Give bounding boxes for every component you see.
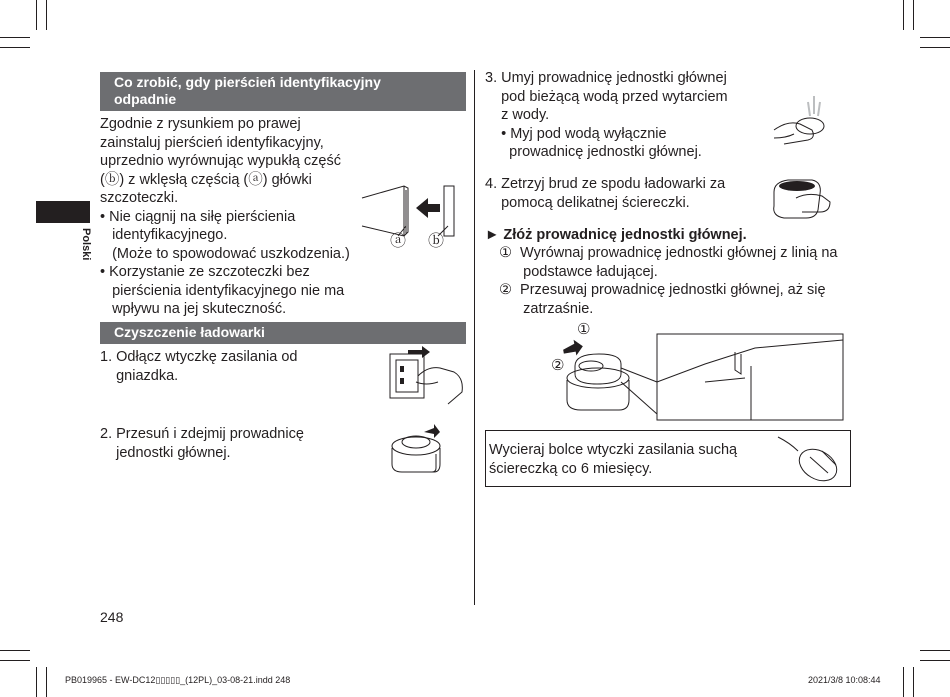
crop-mark [920, 37, 950, 38]
crop-mark [36, 0, 37, 30]
crop-mark [0, 650, 30, 651]
step-2 [100, 425, 304, 462]
step-line: jednostki głównej. [100, 444, 231, 461]
note-line: ściereczką co 6 miesięcy. [489, 460, 653, 477]
crop-mark [920, 650, 950, 651]
bullet-line: pierścienia identyfikacyjnego nie ma [100, 282, 345, 299]
language-label: Polski [80, 228, 92, 261]
assemble-line: zatrzaśnie. [499, 300, 594, 317]
body-line: Zgodnie z rysunkiem po prawej [100, 116, 301, 132]
assemble-title: ► Złóż prowadnicę jednostki głównej. [485, 227, 747, 243]
crop-mark [903, 667, 904, 697]
bullet-line: wpływu na jej skuteczność. [100, 301, 287, 317]
step-line: 1. Odłącz wtyczkę zasilania od [100, 349, 298, 365]
crop-mark [0, 47, 30, 48]
assemble-line: ① Wyrównaj prowadnicę jednostki głównej z linią na [499, 245, 838, 261]
crop-mark [0, 37, 30, 38]
crop-mark [0, 660, 30, 661]
assemble-steps [499, 244, 837, 318]
crop-mark [46, 667, 47, 697]
label-1: ① [577, 321, 591, 338]
step-3 [485, 69, 728, 162]
label-2: ② [551, 357, 565, 374]
step-line: 2. Przesuń i zdejmij prowadnicę [100, 426, 304, 442]
crop-mark [920, 660, 950, 661]
ring-install-illustration [360, 180, 470, 260]
step-1 [100, 348, 297, 385]
step-line: 3. Umyj prowadnicę jednostki głównej [485, 70, 727, 86]
body-line: (ⓑ) z wklęsłą częścią (ⓐ) główki [100, 171, 312, 188]
bullet-line: (Może to spowodować uszkodzenia.) [100, 245, 350, 262]
note-text [489, 441, 737, 478]
body-line: uprzednio wyrównując wypukłą część [100, 153, 341, 169]
crop-mark [913, 667, 914, 697]
step-4 [485, 175, 725, 212]
assemble-line: podstawce ładującej. [499, 263, 658, 280]
crop-mark [46, 0, 47, 30]
step-line: pod bieżącą wodą przed wytarciem [485, 88, 728, 105]
column-divider [474, 70, 475, 605]
unplug-illustration [388, 346, 468, 406]
section-header-line1: Co zrobić, gdy pierścień identyfikacyjny [114, 74, 381, 90]
bullet-line: • Nie ciągnij na siłę pierścienia [100, 208, 296, 225]
label-b: ⓑ [428, 233, 445, 250]
crop-mark [920, 47, 950, 48]
bullet-line: • Korzystanie ze szczoteczki bez [100, 264, 310, 280]
id-ring-body [100, 115, 350, 319]
crop-mark [36, 667, 37, 697]
assemble-line: ② Przesuwaj prowadnicę jednostki głównej, aż się [499, 282, 826, 298]
step-line: 4. Zetrzyj brud ze spodu ładowarki za [485, 176, 726, 192]
language-tab [36, 201, 90, 223]
step-line: • Myj pod wodą wyłącznie [485, 125, 667, 142]
footer-date: 2021/3/8 10:08:44 [808, 675, 881, 685]
crop-mark [913, 0, 914, 30]
note-box [485, 430, 851, 487]
crop-mark [903, 0, 904, 30]
body-line: szczoteczki. [100, 190, 179, 206]
section-header-id-ring [100, 72, 466, 111]
remove-guide-illustration [388, 424, 458, 474]
plug-illustration [776, 435, 846, 485]
step-line: gniazdka. [100, 367, 179, 384]
label-a: ⓐ [390, 233, 407, 250]
note-line: Wycieraj bolce wtyczki zasilania suchą [489, 442, 738, 458]
section-header-line2: odpadnie [114, 91, 177, 107]
bullet-line: identyfikacyjnego. [100, 227, 228, 243]
step-line: prowadnicę jednostki głównej. [485, 144, 702, 160]
wipe-illustration [768, 172, 833, 222]
footer-file: PB019965 - EW-DC12▯▯▯▯▯_(12PL)_03-08-21.indd 248 [65, 675, 291, 685]
step-line: z wody. [485, 107, 550, 123]
body-line: zainstaluj pierścień identyfikacyjny, [100, 134, 324, 151]
page-number: 248 [100, 609, 124, 625]
section-header-cleaning: Czyszczenie ładowarki [100, 322, 466, 344]
wash-illustration [770, 94, 830, 154]
step-line: pomocą delikatnej ściereczki. [485, 194, 690, 211]
